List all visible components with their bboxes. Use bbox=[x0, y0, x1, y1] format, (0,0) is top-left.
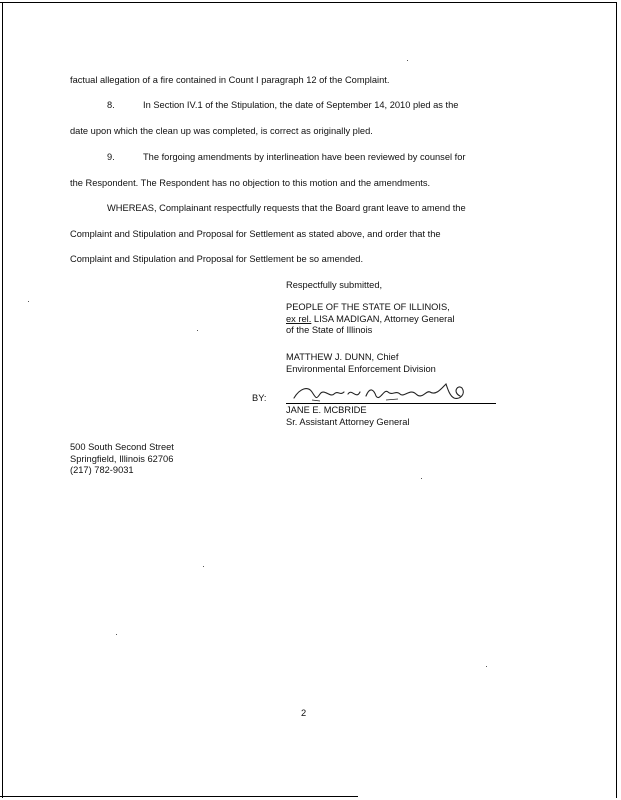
body-line: The forgoing amendments by interlineation have been reviewed by counsel for bbox=[143, 152, 466, 162]
scan-border-right bbox=[616, 2, 617, 798]
closing: Respectfully submitted, bbox=[286, 280, 383, 290]
party-block bbox=[286, 302, 454, 337]
page-number: 2 bbox=[301, 708, 307, 718]
body-line: WHEREAS, Complainant respectfully requests that the Board grant leave to amend the bbox=[107, 203, 466, 213]
chief-line: MATTHEW J. DUNN, Chief bbox=[286, 352, 399, 362]
scan-speck bbox=[203, 566, 204, 567]
body-line: factual allegation of a fire contained in Count I paragraph 12 of the Complaint. bbox=[70, 75, 390, 85]
body-line: In Section IV.1 of the Stipulation, the date of September 14, 2010 pled as the bbox=[143, 100, 459, 110]
chief-line: Environmental Enforcement Division bbox=[286, 363, 436, 374]
scan-speck bbox=[116, 634, 117, 635]
address-block bbox=[70, 442, 174, 477]
scan-speck bbox=[197, 330, 198, 331]
signer-block bbox=[286, 405, 410, 428]
scan-border-top bbox=[0, 2, 617, 3]
signer-name: JANE E. MCBRIDE bbox=[286, 405, 367, 415]
scan-speck bbox=[407, 60, 408, 61]
body-line: Complaint and Stipulation and Proposal for Settlement as stated above, and order that the bbox=[70, 229, 441, 239]
signer-title: Sr. Assistant Attorney General bbox=[286, 416, 410, 427]
scan-border-bottom bbox=[0, 796, 358, 797]
party-line: of the State of Illinois bbox=[286, 325, 373, 335]
chief-block bbox=[286, 352, 436, 375]
address-street: 500 South Second Street bbox=[70, 442, 174, 452]
scan-border-left bbox=[2, 2, 3, 798]
party-line-rest: LISA MADIGAN, Attorney General bbox=[311, 313, 455, 324]
signature-line bbox=[286, 403, 496, 404]
body-line: the Respondent. The Respondent has no objection to this motion and the amendments. bbox=[70, 178, 431, 188]
ex-rel: ex rel. bbox=[286, 313, 312, 324]
scan-speck bbox=[421, 478, 422, 479]
paragraph-number: 9. bbox=[107, 152, 115, 162]
body-line: Complaint and Stipulation and Proposal for Settlement be so amended. bbox=[70, 254, 364, 264]
scan-speck bbox=[28, 301, 29, 302]
party-line bbox=[286, 314, 454, 326]
paragraph-number: 8. bbox=[107, 100, 115, 110]
by-label: BY: bbox=[252, 393, 267, 403]
body-line: date upon which the clean up was completed, is correct as originally pled. bbox=[70, 126, 373, 136]
party-line: PEOPLE OF THE STATE OF ILLINOIS, bbox=[286, 302, 450, 312]
address-city: Springfield, Illinois 62706 bbox=[70, 453, 174, 464]
address-phone: (217) 782-9031 bbox=[70, 465, 134, 475]
scan-speck bbox=[486, 666, 487, 667]
